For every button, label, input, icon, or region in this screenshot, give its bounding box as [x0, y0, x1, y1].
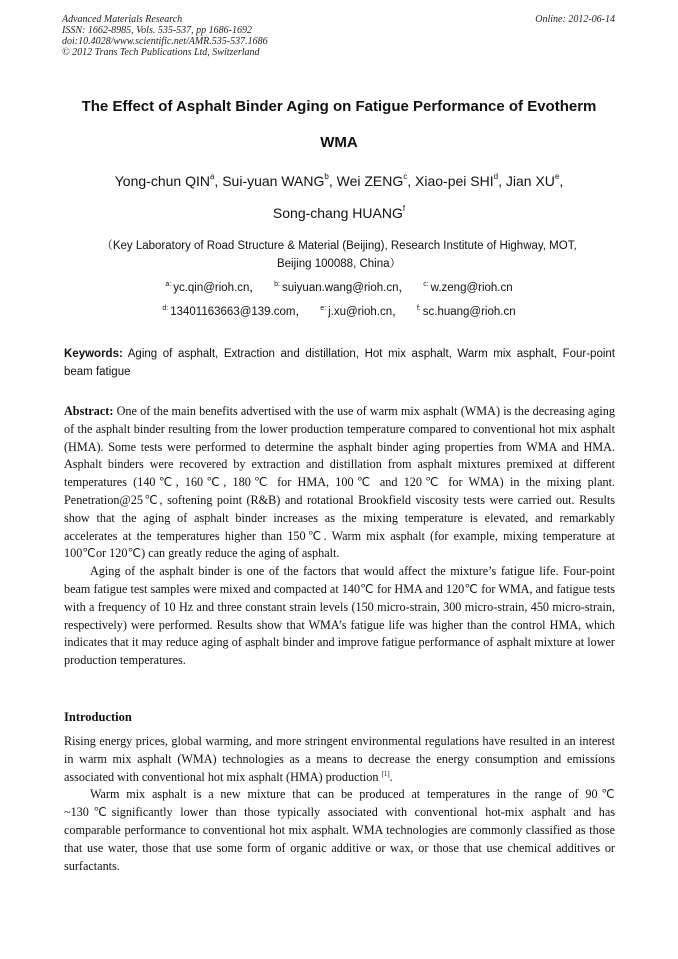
affiliation: [62, 237, 616, 273]
affiliation-line-2: Beijing 100088, China）: [276, 258, 402, 270]
author-name: Song-chang HUANG: [272, 205, 403, 221]
keywords-label: Keywords:: [64, 348, 123, 360]
author-line-1: Yong-chun QIN$^a$, Sui-yuan WANG$^b$, Wei ZENG$^c$, Xiao-pei SHI$^d$, Jian $XU^e$,: [114, 172, 564, 189]
email-link[interactable]: 13401163663@139.com: [170, 306, 296, 318]
introduction-body: [64, 733, 615, 875]
abstract: [64, 403, 615, 670]
author-sup: b: [324, 172, 329, 181]
author-sup: d: [493, 172, 499, 181]
email-link[interactable]: yc.qin@rioh.cn: [173, 282, 250, 294]
author-line-2: [50, 197, 628, 229]
keywords-text: Aging of asphalt, Extraction and distillation, Hot mix asphalt, Warm mix asphalt, Four-point beam fatigue: [64, 348, 615, 378]
author-sup: e: [554, 172, 560, 181]
affiliation-line-1: （Key Laboratory of Road Structure & Material (Beijing), Research Institute of Highway, MOT,: [101, 240, 577, 252]
citation-ref[interactable]: [1]: [381, 769, 390, 778]
email-link[interactable]: w.zeng@rioh.cn: [430, 282, 513, 294]
abstract-paragraph-1: Abstract: One of the main benefits advertised with the use of warm mix asphalt (WMA) is the decreasing aging of the asphalt binder resulting from the lower production temperature compared to conventional hot mix asphalt (HMA). Some tests were performed to determine the asphalt binder aging properties from WMA and HMA. Asphalt binders were recovered by extraction and distillation from asphalt mixtures premixed at different temperatures (140℃, 160℃, 180℃ for HMA, 100℃ and 120℃ for WMA) in the mixing plant. Penetration@25℃, softening point (R&B) and rotational Brookfield viscosity tests were carried out. Results show that the aging of asphalt binder increases as the mixing temperature is elevated, and remarkably accelerates at the temperatures higher than 150℃. Warm mix asphalt (for example, mixing temperature at 100℃or 120℃) can greatly reduce the aging of asphalt.: [64, 404, 615, 561]
doi: doi:10.4028/www.scientific.net/AMR.535-537.1686: [62, 36, 268, 47]
journal-header: [62, 14, 268, 58]
abstract-label: Abstract:: [64, 404, 114, 418]
email-link[interactable]: sc.huang@rioh.cn: [422, 306, 516, 318]
author-list: [50, 165, 628, 229]
email-row-1: $^{a:}$ yc.qin@rioh.cn， $^{b:}$ suiyuan.wang@rioh.cn， $^{c:}$ w.zeng@rioh.cn: [165, 281, 513, 294]
title-line-2: WMA: [320, 134, 358, 151]
online-date: Online: 2012-06-14: [535, 14, 615, 25]
paper-title: [55, 89, 623, 161]
author-sup: a: [209, 172, 215, 181]
intro-paragraph-2: Warm mix asphalt is a new mixture that can be produced at temperatures in the range of 90℃ ~130℃significantly lower than those typically associated with conventional hot-mix asphalt and has comparable performance to conventional hot mix asphalt. WMA technologies are commonly classified as those that use water, those that use some form of organic additive or wax, or those that use chemical additives or surfactants.: [64, 787, 615, 873]
email-row-2: $^{d:}$ 13401163663@139.com， $^{e:}$ j.xu@rioh.cn， $^{f:}$ sc.huang@rioh.cn: [162, 305, 516, 318]
author-name: Xiao-pei SHI: [415, 173, 494, 189]
author-sup: c: [403, 172, 408, 181]
keywords: [64, 345, 615, 381]
author-name: Yong-chun QIN: [114, 173, 210, 189]
email-link[interactable]: suiyuan.wang@rioh.cn: [281, 282, 399, 294]
author-sup: f: [402, 204, 406, 213]
author-name: Jian XU: [505, 173, 555, 189]
section-heading-introduction: Introduction: [64, 710, 132, 724]
abstract-paragraph-2: Aging of the asphalt binder is one of the factors that would affect the mixture’s fatigue life. Four-point beam fatigue test samples were mixed and compacted at 140℃ for HMA and 120℃ for WMA, and fatigue tests with a frequency of 10 Hz and three constant strain levels (150 micro-strain, 300 micro-strain, 450 micro-strain, respectively) were performed. Results show that WMA’s fatigue life was higher than the control HMA, which indicates that it may reduce aging of asphalt binder and improve fatigue performance of asphalt mixture at lower production temperatures.: [64, 564, 615, 668]
author-name: Sui-yuan WANG: [222, 173, 325, 189]
issn: ISSN: 1662-8985, Vols. 535-537, pp 1686-1692: [62, 25, 252, 36]
intro-paragraph-1: Rising energy prices, global warming, and more stringent environmental regulations have resulted in an interest in warm mix asphalt (WMA) technologies as a means to decrease the energy consumption and emissions associated with conventional hot mix asphalt (HMA) production [1].: [64, 734, 615, 784]
title-line-1: The Effect of Asphalt Binder Aging on Fatigue Performance of Evotherm: [81, 98, 597, 115]
journal-name: Advanced Materials Research: [62, 14, 183, 25]
author-name: Wei ZENG: [336, 173, 404, 189]
copyright: © 2012 Trans Tech Publications Ltd, Switzerland: [62, 47, 260, 58]
email-link[interactable]: j.xu@rioh.cn: [328, 306, 393, 318]
